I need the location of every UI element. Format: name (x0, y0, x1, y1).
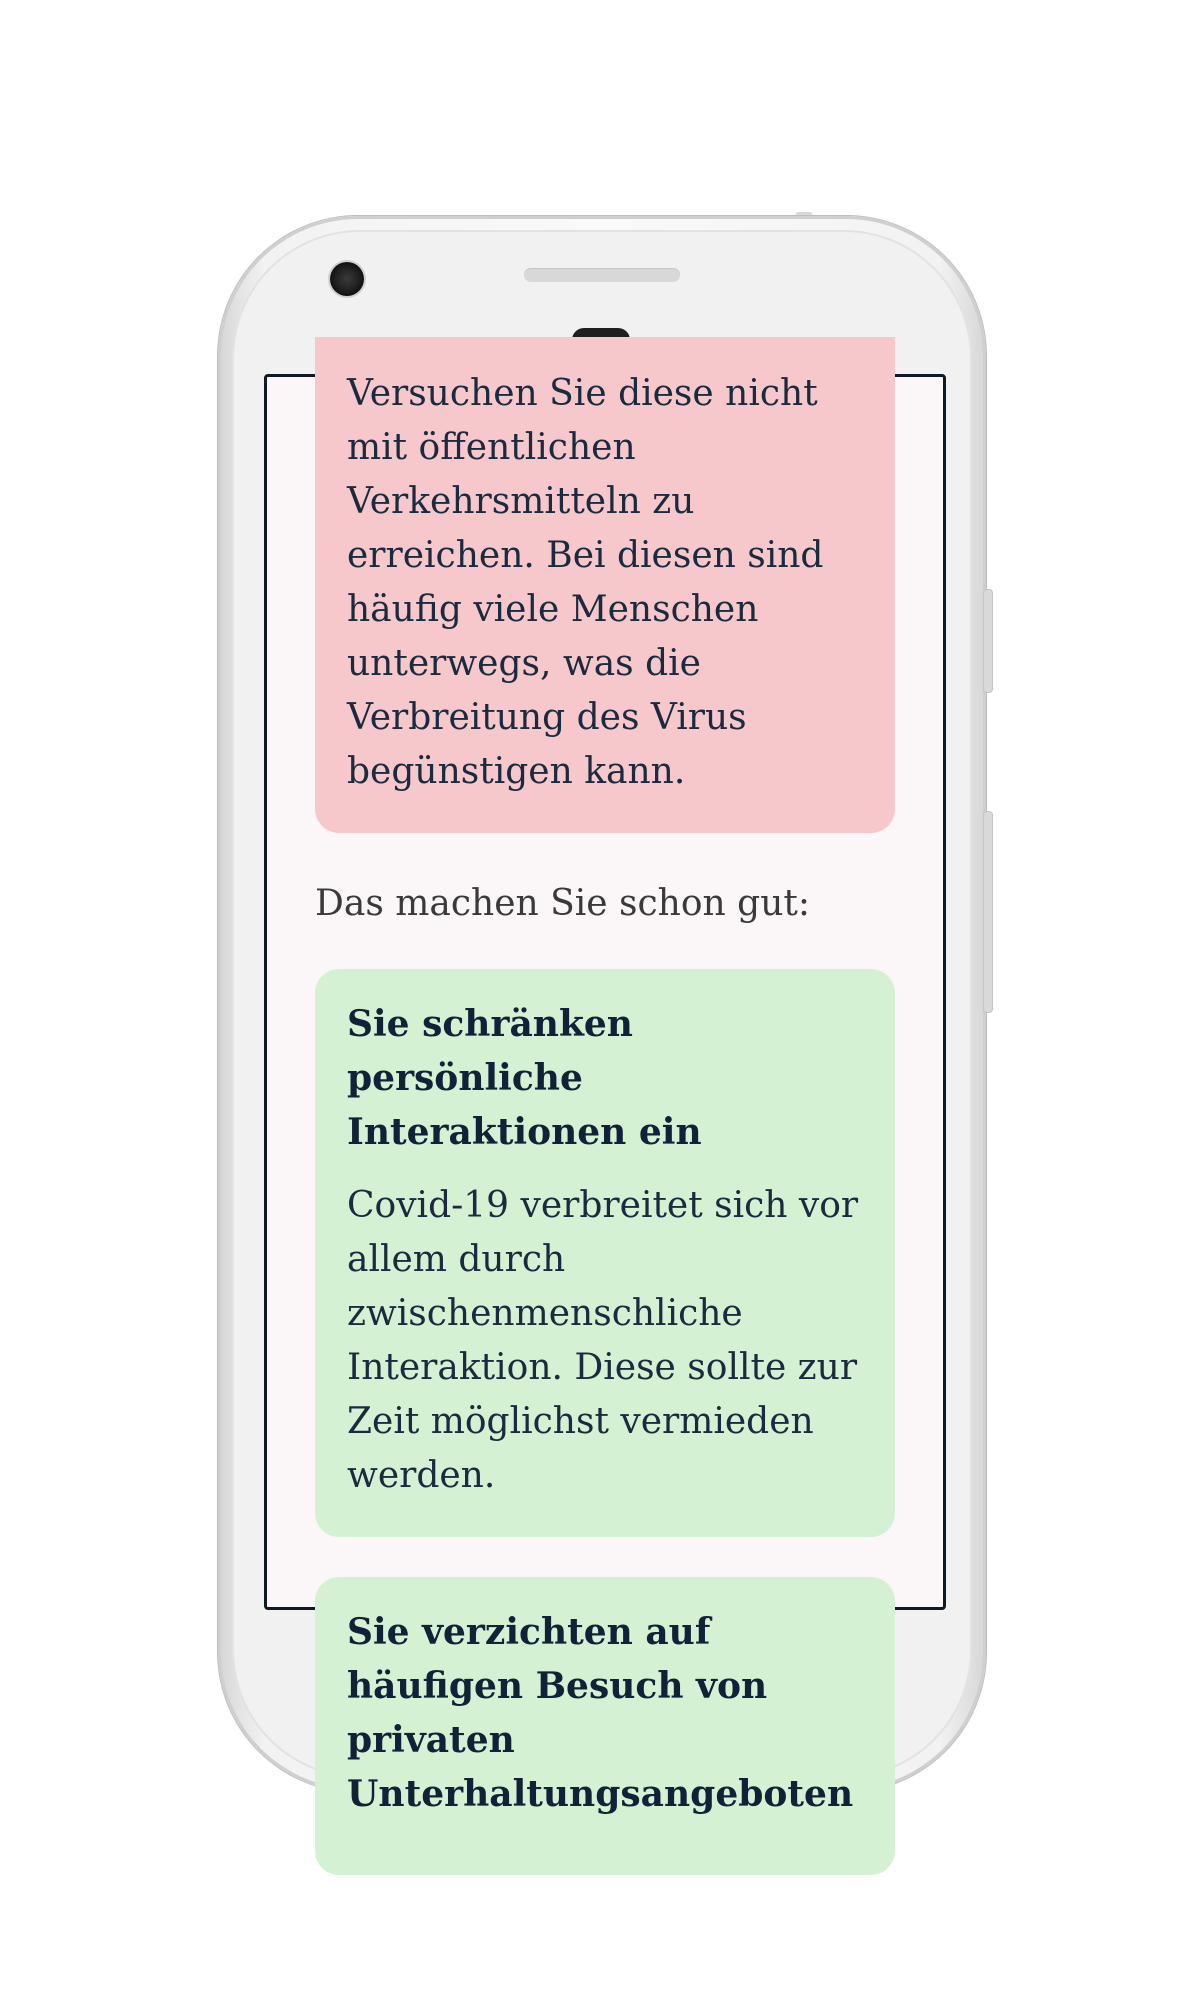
good-card-title: Sie schränken persönliche Interaktionen ein (347, 1003, 702, 1153)
speaker-grille (524, 268, 680, 282)
front-camera-icon (330, 262, 364, 296)
good-section-heading: Das machen Sie schon gut: (315, 883, 810, 924)
volume-button (984, 812, 992, 1012)
scroll-content[interactable] (267, 337, 943, 1875)
good-card (315, 1577, 895, 1875)
good-card-text: Covid-19 verbreitet sich vor allem durch zwischenmenschliche Interaktion. Diese sollte zur Zeit möglichst vermieden werden. (347, 1185, 859, 1496)
good-card (315, 969, 895, 1537)
good-card-title: Sie verzichten auf häufigen Besuch von privaten Unterhaltungsangeboten (347, 1611, 854, 1815)
warning-card (315, 337, 895, 833)
warning-card-text: Versuchen Sie diese nicht mit öffentlichen Verkehrsmitteln zu erreichen. Bei diesen sind häufig viele Menschen unterwegs, was die Verbreitung des Virus begünstigen kann. (347, 373, 824, 792)
power-button (984, 590, 992, 692)
phone-screen[interactable] (264, 373, 946, 1815)
card-spacer (267, 1537, 943, 1577)
